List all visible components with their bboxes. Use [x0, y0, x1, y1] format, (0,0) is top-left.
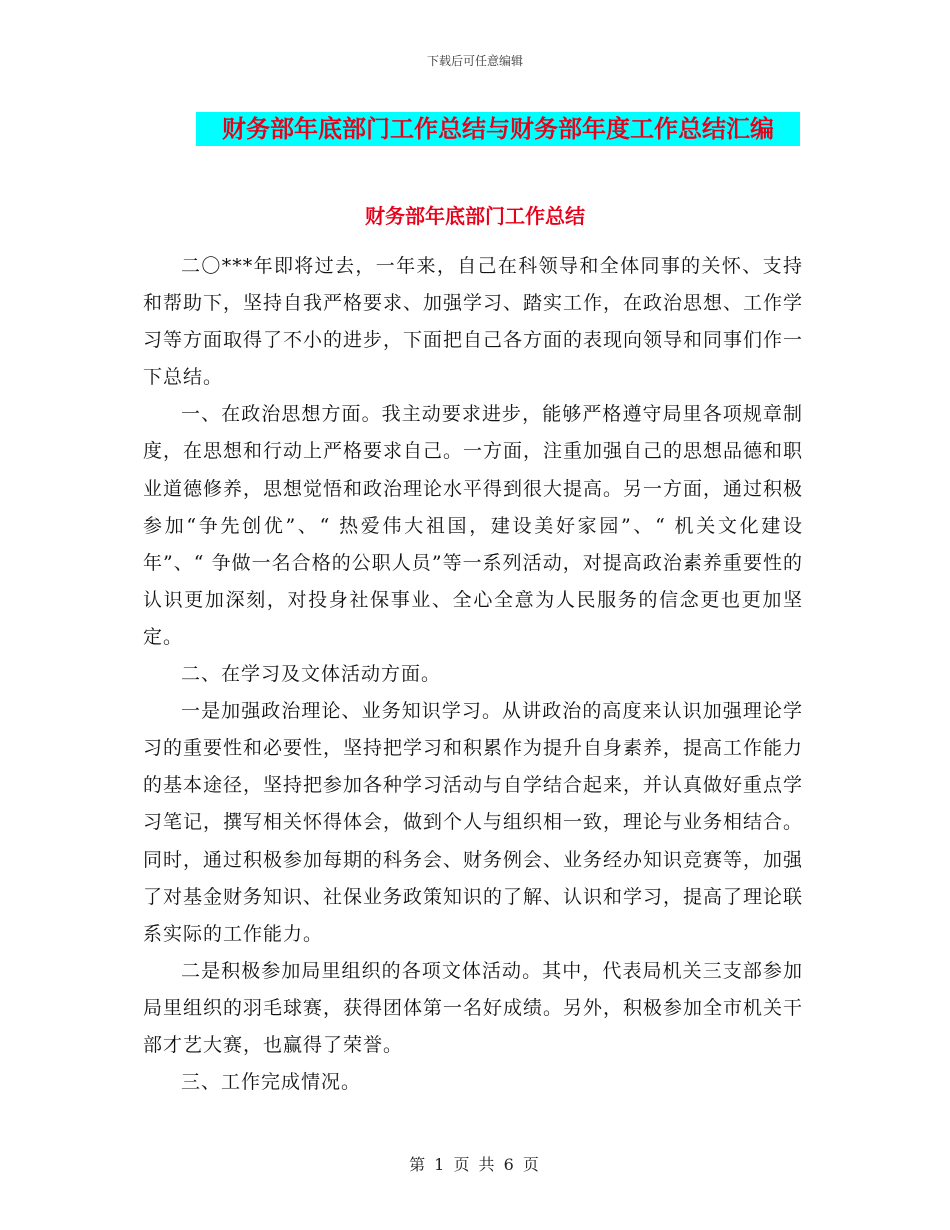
paragraph-work-heading: 三、工作完成情况。 — [181, 1071, 362, 1094]
paragraph-intro: 二〇***年即将过去，一年来，自己在科领导和全体同事的关怀、支持和帮助下，坚持自我严格要求、加强学习、踏实工作，在政治思想、工作学习等方面取得了不小的进步，下面把自己各方面的表现向领导和同事们作一下总结。 — [143, 255, 804, 389]
document-body — [143, 248, 803, 1101]
main-title: 财务部年底部门工作总结与财务部年度工作总结汇编 — [222, 115, 774, 143]
page-footer: 第 1 页 共 6 页 — [409, 1155, 541, 1174]
header-note: 下载后可任意编辑 — [426, 54, 523, 68]
paragraph-study-heading: 二、在学习及文体活动方面。 — [181, 663, 442, 686]
main-title-highlight — [196, 112, 800, 146]
paragraph-study-theory: 一是加强政治理论、业务知识学习。从讲政治的高度来认识加强理论学习的重要性和必要性，坚持把学习和积累作为提升自身素养，提高工作能力的基本途径，坚持把参加各种学习活动与自学结合起来，并认真做好重点学习笔记，撰写相关怀得体会，做到个人与组织相一致，理论与业务相结合。同时，通过积极参加每期的科务会、财务例会、业务经办知识竞赛等，加强了对基金财务知识、社保业务政策知识的了解、认识和学习，提高了理论联系实际的工作能力。 — [143, 700, 804, 945]
paragraph-political: 一、在政治思想方面。我主动要求进步，能够严格遵守局里各项规章制度，在思想和行动上严格要求自己。一方面，注重加强自己的思想品德和职业道德修养，思想觉悟和政治理论水平得到很大提高。另一方面，通过积极参加“争先创优”、“ 热爱伟大祖国，建设美好家园”、“ 机关文化建设年”、“ 争做一名合格的公职人员”等一系列活动，对提高政治素养重要性的认识更加深刻，对投身社保事业、全心全意为人民服务的信念更也更加坚定。 — [143, 403, 804, 648]
paragraph-sports: 二是积极参加局里组织的各项文体活动。其中，代表局机关三支部参加局里组织的羽毛球赛，获得团体第一名好成绩。另外，积极参加全市机关干部才艺大赛，也赢得了荣誉。 — [143, 959, 804, 1056]
section-title: 财务部年底部门工作总结 — [365, 204, 585, 228]
